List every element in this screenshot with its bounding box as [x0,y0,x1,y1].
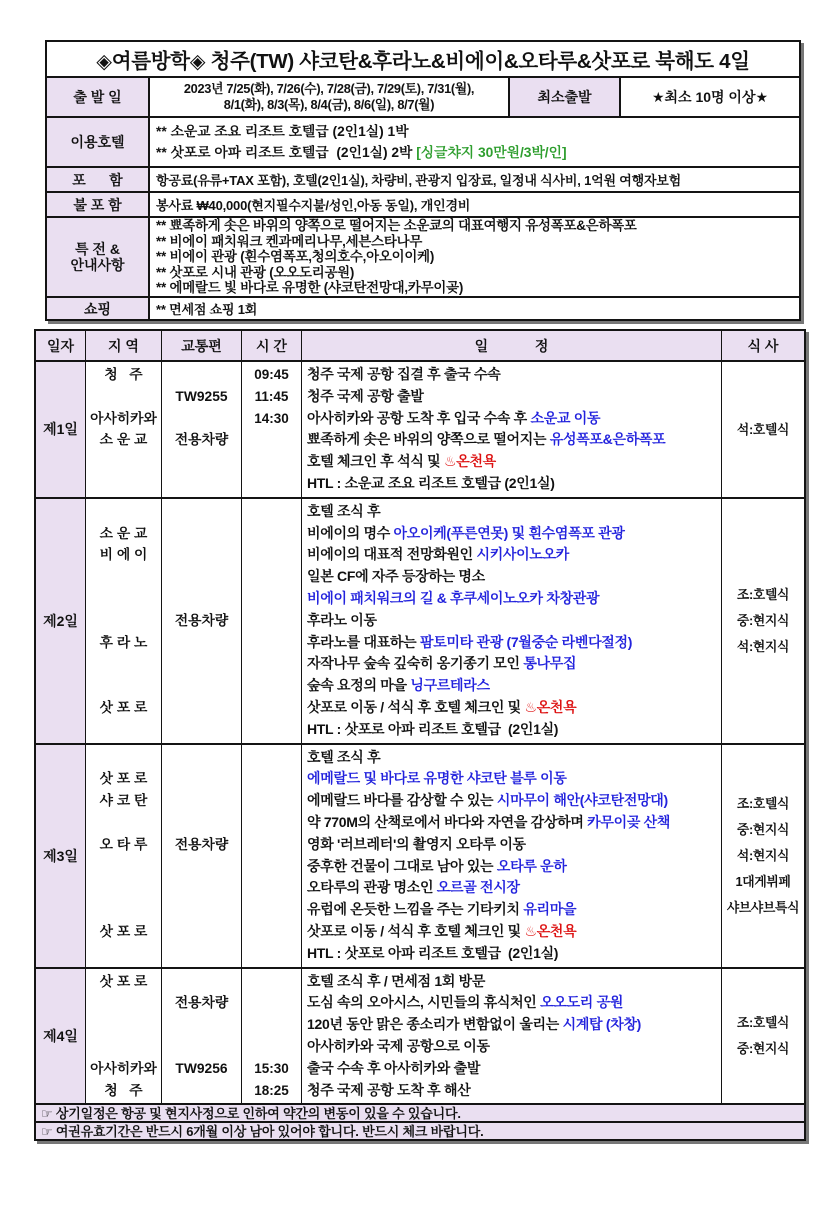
schedule-line [302,364,721,386]
time-column [242,362,302,497]
transport-line [162,971,241,993]
time-line: 14:30 [254,410,289,426]
region-line [86,588,161,610]
schedule-column [302,362,722,497]
time-line [242,1036,301,1058]
shopping-label: 쇼핑 [47,298,150,319]
itinerary-header [36,331,804,360]
blue-highlight-text: 소운교 이동 [530,409,601,426]
schedule-text: 중후한 건물이 그대로 남아 있는 [307,857,497,874]
schedule-column [302,499,722,743]
excluded-label: 불 포 함 [47,193,150,216]
region-line: 소 운 교 [99,432,148,448]
transport-line: 전용차량 [174,995,229,1011]
region-line [86,899,161,921]
schedule-line [302,834,721,856]
time-column [242,969,302,1104]
region-line [86,675,161,697]
transport-line [162,1080,241,1102]
transport-line: TW9256 [175,1060,228,1076]
region-line [86,610,161,632]
blue-highlight-text: 오르골 전시장 [436,879,520,896]
transport-line [162,675,241,697]
schedule-text: 호텔 체크인 후 석식 및 [307,453,444,470]
transport-line [162,653,241,675]
schedule-line [302,1058,721,1080]
schedule-column [302,745,722,967]
schedule-line [302,523,721,545]
day-row [36,743,804,967]
schedule-line [302,768,721,790]
schedule-line [302,451,721,473]
transport-line [162,790,241,812]
transport-line [162,451,241,473]
schedule-text: 유럽에 온듯한 느낌을 주는 기타키치 [307,901,524,918]
red-highlight-text: ♨온천욕 [524,922,577,939]
tour-title: ◈여름방학◈ 청주(TW) 샤코탄&후라노&비에이&오타루&삿포로 북해도 4일 [96,50,750,73]
included-text: 항공료(유류+TAX 포함), 호텔(2인1실), 차량비, 관광지 입장료, 일정내 식사비, 1억원 여행자보험 [156,173,682,188]
schedule-line [302,971,721,993]
time-line [242,768,301,790]
departure-label: 출 발 일 [47,78,150,116]
transport-line [162,877,241,899]
benefits-row [47,216,799,296]
schedule-line [302,501,721,523]
time-line [242,566,301,588]
schedule-line [302,429,721,451]
travel-itinerary-document [0,40,835,1141]
schedule-line [302,899,721,921]
benefits-label [47,218,150,296]
schedule-text: 후라노를 대표하는 [307,633,420,650]
region-line [86,451,161,473]
benefit-item: ** 뾰족하게 솟은 바위의 양쪽으로 떨어지는 소운쿄의 대표여행지 유성폭포&은하폭포 [156,218,637,234]
departure-dates-line2: 8/1(화), 8/3(목), 8/4(금), 8/6(일), 8/7(월) [223,97,435,112]
meal-item: 중:현지식 [736,1041,790,1057]
time-line [242,992,301,1014]
schedule-line [302,812,721,834]
single-charge-note: [싱글챠지 30만원/3박/인] [416,145,567,160]
transport-line [162,747,241,769]
schedule-text: 비에이의 명수 [307,524,394,541]
time-line [242,790,301,812]
meal-item: 석:호텔식 [736,421,790,437]
time-line [242,747,301,769]
col-header-transport: 교통편 [162,331,242,360]
region-line: 삿 포 로 [99,771,148,787]
col-header-time: 시 간 [242,331,302,360]
benefits-label-line1: 특 전 & [75,241,120,257]
transport-line [162,588,241,610]
region-line: 후 라 노 [99,634,148,650]
time-line: 11:45 [254,388,289,404]
transport-line [162,523,241,545]
itinerary-days [36,360,804,1103]
meals-cell [722,969,804,1104]
benefit-item: ** 에메랄드 빛 바다로 유명한 (샤코탄전망대,카무이곶) [156,280,464,296]
region-line: 비 에 이 [99,547,148,563]
schedule-text: 약 770M의 산책로에서 바다와 자연을 감상하며 [307,813,588,830]
blue-highlight-text: 시키사이노오카 [476,546,570,563]
time-line [242,523,301,545]
region-column [86,969,162,1104]
schedule-text: 후라노 이동 [307,611,377,628]
region-line [86,566,161,588]
time-line [242,473,301,495]
region-column [86,745,162,967]
schedule-text: 호텔 조식 후 / 면세점 1회 방문 [307,972,486,989]
note-line: ☞ 상기일정은 항공 및 현지사정으로 인하여 약간의 변동이 있을 수 있습니다. [36,1103,804,1121]
time-line: 18:25 [254,1082,289,1098]
time-column [242,499,302,743]
region-line [86,719,161,741]
schedule-line [302,386,721,408]
time-line [242,812,301,834]
schedule-text: 호텔 조식 후 [307,502,381,519]
benefits-list [150,218,799,296]
time-line [242,544,301,566]
time-line [242,899,301,921]
day-row [36,497,804,743]
meal-item: 조:호텔식 [736,796,790,812]
region-column [86,362,162,497]
schedule-line [302,921,721,943]
blue-highlight-text: 비에이 패치워크의 길 & 후쿠세이노오카 차창관광 [307,589,600,606]
transport-column [162,745,242,967]
time-line [242,588,301,610]
region-line [86,856,161,878]
time-line [242,719,301,741]
schedule-text: 아사히카와 공항 도착 후 입국 수속 후 [307,409,531,426]
red-highlight-text: ♨온천욕 [524,698,577,715]
excluded-text: 봉사료 ₩40,000(현지필수지불/성인,아동 동일), 개인경비 [156,198,471,213]
time-line [242,697,301,719]
transport-line [162,473,241,495]
transport-line: TW9255 [175,388,228,404]
schedule-text: 호텔 조식 후 [307,748,381,765]
transport-line [162,697,241,719]
region-line: 아사히카와 [90,410,157,426]
col-header-schedule: 일 정 [302,331,722,360]
time-line [242,877,301,899]
time-line [242,675,301,697]
transport-line [162,768,241,790]
schedule-line [302,408,721,430]
meal-item: 조:호텔식 [736,1015,790,1031]
blue-highlight-text: 오오도리 공원 [540,994,624,1011]
departure-dates-line1: 2023년 7/25(화), 7/26(수), 7/28(금), 7/29(토), 7/31(월), [183,80,475,96]
schedule-text: 뾰족하게 솟은 바위의 양쪽으로 떨어지는 [307,431,550,448]
benefit-item: ** 삿포로 시내 관광 (오오도리공원) [156,264,355,280]
transport-column [162,499,242,743]
region-line: 삿 포 로 [99,923,148,939]
region-line: 청 주 [104,1082,143,1098]
itinerary-table [34,329,806,1141]
schedule-text: HTL : 삿포로 아파 리조트 호텔급 (2인1실) [307,720,559,737]
schedule-line [302,544,721,566]
transport-line [162,921,241,943]
blue-highlight-text: 유성폭포&은하폭포 [549,431,666,448]
region-line: 삿 포 로 [99,973,148,989]
included-label: 포 함 [47,168,150,191]
day-label: 제1일 [36,362,86,497]
schedule-line [302,1080,721,1102]
transport-line: 전용차량 [174,836,229,852]
col-header-region: 지 역 [86,331,162,360]
day-label: 제2일 [36,499,86,743]
schedule-text: 삿포로 이동 / 석식 후 호텔 체크인 및 [307,922,525,939]
schedule-column [302,969,722,1104]
transport-line [162,544,241,566]
schedule-text: 도심 속의 오아시스, 시민들의 휴식처인 [307,994,541,1011]
schedule-text: 비에이의 대표적 전망화원인 [307,546,477,563]
schedule-text: 자작나무 숲속 깊숙히 옹기종기 모인 [307,655,524,672]
time-line [242,943,301,965]
schedule-line [302,697,721,719]
meals-cell [722,499,804,743]
excluded-row [47,191,799,216]
tour-info-panel [45,40,801,321]
schedule-line [302,473,721,495]
time-line [242,451,301,473]
region-line [86,653,161,675]
blue-highlight-text: 유리마을 [523,901,577,918]
schedule-text: 오타루의 관광 명소인 [307,879,437,896]
day-label: 제4일 [36,969,86,1104]
hotel-line1: ** 소운교 조요 리조트 호텔급 (2인1실) 1박 [156,124,409,139]
time-line [242,971,301,993]
red-highlight-text: ♨온천욕 [443,453,496,470]
meal-item: 샤브샤브특식 [726,900,800,916]
hotel-line2 [156,142,799,163]
schedule-text: 삿포로 이동 / 석식 후 호텔 체크인 및 [307,698,525,715]
region-line: 삿 포 로 [99,699,148,715]
region-line [86,473,161,495]
transport-line [162,1014,241,1036]
schedule-line [302,653,721,675]
min-departure-value: ★최소 10명 이상★ [651,89,769,105]
schedule-line [302,675,721,697]
schedule-text: 영화 '러브레터'의 촬영지 오타루 이동 [307,835,526,852]
transport-line [162,501,241,523]
blue-highlight-text: 통나무집 [523,655,577,672]
schedule-text: 청주 국제 공항 집결 후 출국 수속 [307,366,501,382]
schedule-line [302,856,721,878]
transport-line [162,408,241,430]
time-line [242,921,301,943]
transport-line: 전용차량 [174,612,229,628]
schedule-line [302,1014,721,1036]
transport-line [162,1036,241,1058]
meal-item: 중:현지식 [736,822,790,838]
region-line: 오 타 루 [99,836,148,852]
schedule-line [302,610,721,632]
schedule-text: 청주 국제 공항 출발 [307,387,424,404]
schedule-line [302,992,721,1014]
transport-line [162,719,241,741]
schedule-line [302,566,721,588]
blue-highlight-text: 카무이곶 산책 [587,813,671,830]
blue-highlight-text: 닝구르테라스 [410,677,490,694]
time-line [242,610,301,632]
col-header-day: 일자 [36,331,86,360]
schedule-line [302,943,721,965]
schedule-line [302,1036,721,1058]
blue-highlight-text: 시마무이 해안(샤코탄전망대) [496,792,668,809]
departure-dates [150,78,508,116]
transport-line [162,943,241,965]
time-column [242,745,302,967]
benefit-item: ** 비에이 패치워크 켄과메리나무,세븐스타나무 [156,233,423,249]
region-line [86,877,161,899]
min-departure-label: 최소출발 [508,78,621,116]
hotel-content [150,118,799,166]
region-line [86,386,161,408]
region-line [86,1036,161,1058]
time-line: 09:45 [254,367,289,382]
time-line [242,653,301,675]
schedule-line [302,747,721,769]
hotel-label: 이용호텔 [47,118,150,166]
meal-item: 1대게뷔페 [735,874,791,890]
included-row [47,166,799,191]
benefits-label-line2: 안내사항 [70,257,125,273]
region-line: 샤 코 탄 [99,793,148,809]
time-line [242,501,301,523]
schedule-line [302,790,721,812]
region-line [86,747,161,769]
meal-item: 석:현지식 [736,639,790,655]
hotel-line2-text: ** 삿포로 아파 리조트 호텔급 (2인1실) 2박 [156,145,417,160]
shopping-row [47,296,799,319]
note-line: ☞ 여권유효기간은 반드시 6개월 이상 남아 있어야 합니다. 반드시 체크 바랍니다. [36,1121,804,1139]
meal-item: 중:현지식 [736,613,790,629]
transport-line [162,632,241,654]
departure-content [150,78,799,116]
transport-column [162,969,242,1104]
time-line [242,834,301,856]
schedule-line [302,632,721,654]
transport-line [162,856,241,878]
transport-line [162,364,241,386]
blue-highlight-text: 에메랄드 및 바다로 유명한 샤코탄 블루 이동 [307,770,567,787]
schedule-text: 아사히카와 국제 공항으로 이동 [307,1037,490,1054]
region-line: 청 주 [104,367,143,382]
meals-cell [722,362,804,497]
day-label: 제3일 [36,745,86,967]
transport-column [162,362,242,497]
hotel-row [47,116,799,166]
schedule-text: 숲속 요정의 마을 [307,677,411,694]
departure-row [47,76,799,116]
shopping-text: ** 면세점 쇼핑 1회 [156,302,258,317]
blue-highlight-text: 아오이케(푸른연못) 및 흰수염폭포 관광 [393,524,625,541]
schedule-line [302,719,721,741]
meal-item: 석:현지식 [736,848,790,864]
schedule-line [302,588,721,610]
region-line [86,992,161,1014]
time-line [242,632,301,654]
schedule-text: HTL : 삿포로 아파 리조트 호텔급 (2인1실) [307,944,559,961]
schedule-text: 에메랄드 바다를 감상할 수 있는 [307,792,497,809]
time-line: 15:30 [254,1060,289,1076]
schedule-text: 일본 CF에 자주 등장하는 명소 [307,568,485,585]
blue-highlight-text: 시계탑 (차창) [562,1016,642,1033]
day-row [36,967,804,1104]
col-header-meals: 식 사 [747,337,779,354]
region-line [86,943,161,965]
time-line [242,429,301,451]
region-line [86,1014,161,1036]
transport-line [162,899,241,921]
day-row [36,360,804,497]
schedule-text: 청주 국제 공항 도착 후 해산 [307,1081,471,1098]
region-line [86,812,161,834]
schedule-text: 120년 동안 맑은 종소리가 변함없이 울리는 [307,1016,563,1033]
schedule-line [302,877,721,899]
blue-highlight-text: 팜토미타 관광 (7월중순 라벤다절정) [419,633,633,650]
transport-line: 전용차량 [174,432,229,448]
region-line: 아사히카와 [90,1060,157,1076]
time-line [242,856,301,878]
meals-cell [722,745,804,967]
meal-item: 조:호텔식 [736,587,790,603]
transport-line [162,812,241,834]
region-line [86,501,161,523]
region-column [86,499,162,743]
schedule-text: HTL : 소운교 조요 리조트 호텔급 (2인1실) [307,474,555,491]
transport-line [162,566,241,588]
schedule-text: 출국 수속 후 아사히카와 출발 [307,1059,481,1076]
region-line: 소 운 교 [99,525,148,541]
benefit-item: ** 비에이 관광 (흰수염폭포,청의호수,아오이이케) [156,249,435,265]
blue-highlight-text: 오타루 운하 [496,857,567,874]
time-line [242,1014,301,1036]
